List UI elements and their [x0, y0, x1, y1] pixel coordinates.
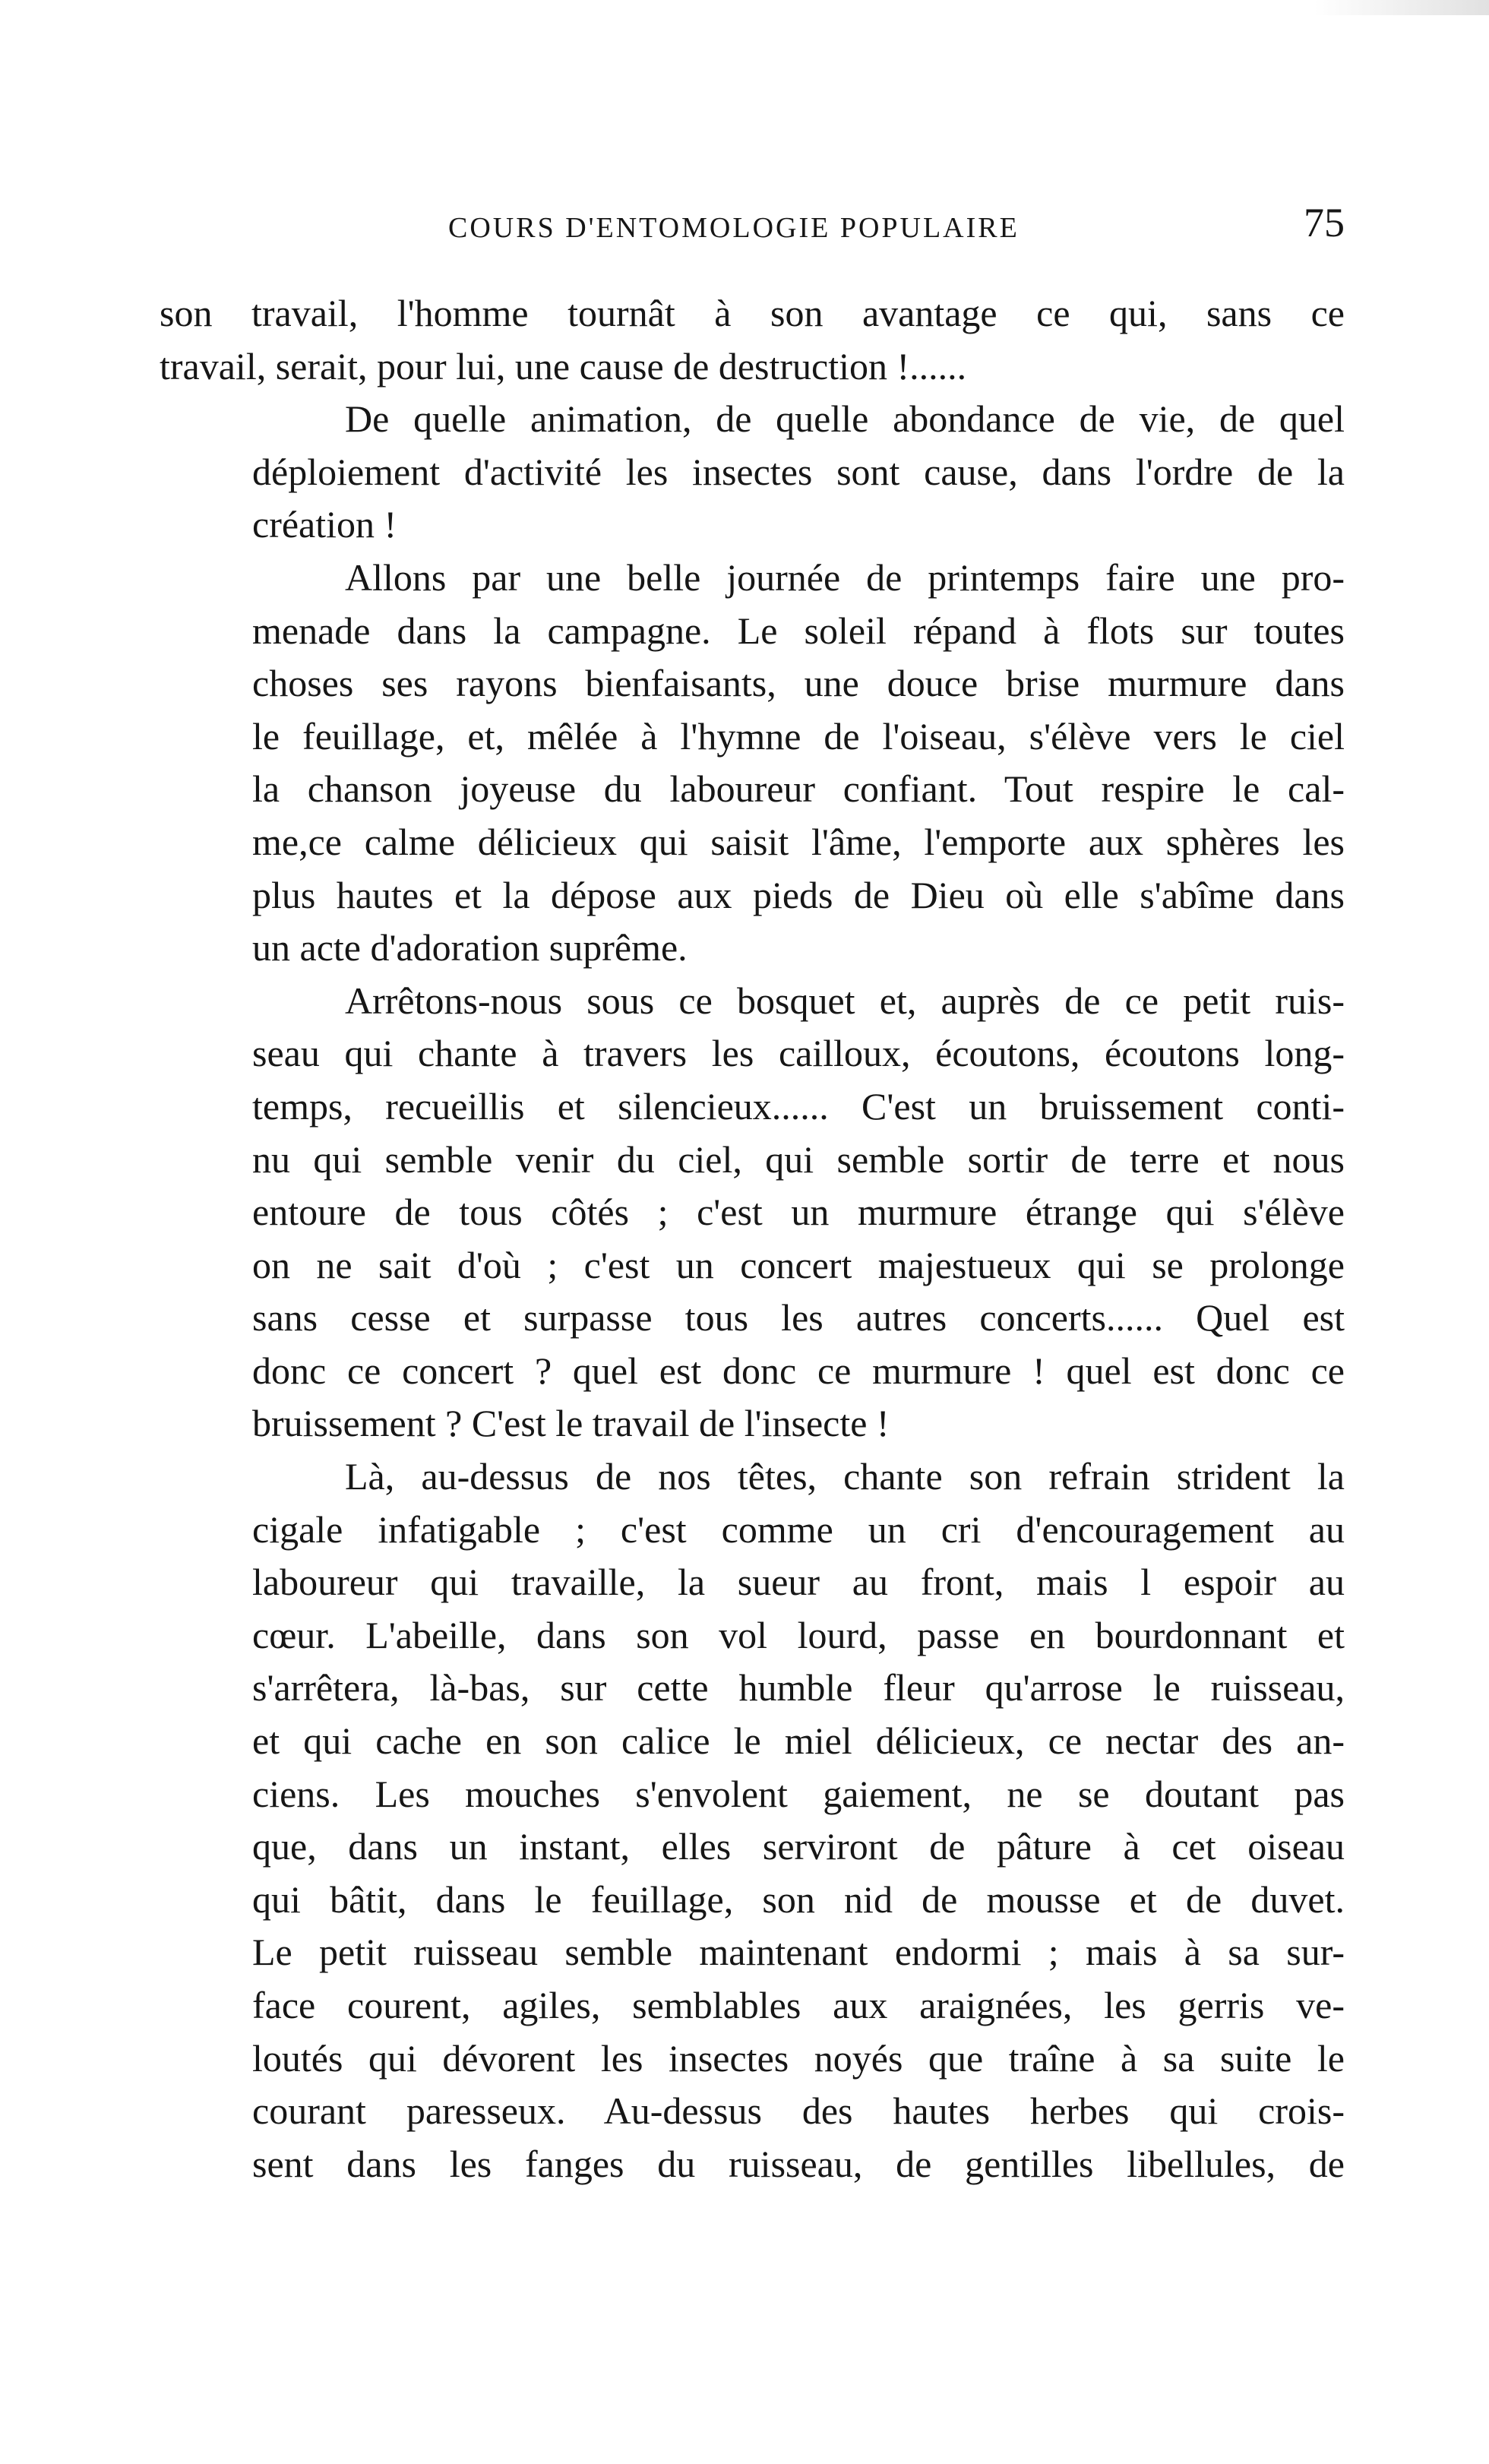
text-line: temps, recueillis et silencieux...... C'est un bruissement conti-: [252, 1084, 1345, 1128]
text-line: De quelle animation, de quelle abondance de vie, de quel: [345, 397, 1345, 441]
text-line: on ne sait d'où ; c'est un concert majestueux qui se prolonge: [252, 1243, 1345, 1286]
text-line: un acte d'adoration suprême.: [252, 926, 688, 969]
text-line: création !: [252, 503, 397, 546]
text-line: loutés qui dévorent les insectes noyés que traîne à sa suite le: [252, 2036, 1345, 2080]
text-line: cigale infatigable ; c'est comme un cri d'encouragement au: [252, 1507, 1345, 1551]
paragraph: [160, 975, 1345, 1450]
text-line: sent dans les fanges du ruisseau, de gentilles libellules, de: [252, 2142, 1345, 2185]
text-line: déploiement d'activité les insectes sont cause, dans l'ordre de la: [252, 450, 1345, 493]
text-line: la chanson joyeuse du laboureur confiant. Tout respire le cal-: [252, 767, 1345, 811]
text-line: donc ce concert ? quel est donc ce murmure ! quel est donc ce: [252, 1349, 1345, 1392]
text-line: Arrêtons-nous sous ce bosquet et, auprès de ce petit ruis-: [345, 979, 1345, 1022]
text-line: nu qui semble venir du ciel, qui semble sortir de terre et nous: [252, 1137, 1345, 1181]
running-head: COURS D'ENTOMOLOGIE POPULAIRE: [448, 212, 1020, 244]
text-line: son travail, l'homme tournât à son avantage ce qui, sans ce: [160, 292, 1345, 334]
text-line: me,ce calme délicieux qui saisit l'âme, l'emporte aux sphères les: [252, 820, 1345, 863]
text-line: sans cesse et surpasse tous les autres concerts...... Quel est: [252, 1296, 1345, 1340]
text-line: Le petit ruisseau semble maintenant endormi ; mais à sa sur-: [252, 1931, 1345, 1974]
text-line: le feuillage, et, mêlée à l'hymne de l'oiseau, s'élève vers le ciel: [252, 714, 1345, 758]
page-number: 75: [1304, 200, 1345, 245]
text-line: Allons par une belle journée de printemps faire une pro-: [345, 555, 1345, 599]
page-header: [160, 199, 1345, 252]
paragraph: [160, 1450, 1345, 2190]
text-line: courant paresseux. Au-dessus des hautes herbes qui crois-: [252, 2089, 1345, 2133]
paragraph: [160, 393, 1345, 552]
text-line: choses ses rayons bienfaisants, une douce brise murmure dans: [252, 662, 1345, 705]
text-line: qui bâtit, dans le feuillage, son nid de mousse et de duvet.: [252, 1877, 1345, 1921]
text-line: cœur. L'abeille, dans son vol lourd, passe en bourdonnant et: [252, 1613, 1345, 1656]
paragraph: [160, 552, 1345, 975]
text-line: Là, au-dessus de nos têtes, chante son refrain strident la: [345, 1455, 1345, 1498]
text-line: et qui cache en son calice le miel délicieux, ce nectar des an-: [252, 1719, 1345, 1763]
text-line: que, dans un instant, elles serviront de pâture à cet oiseau: [252, 1825, 1345, 1868]
scan-edge-mark: [1314, 0, 1489, 15]
text-line: s'arrêtera, là-bas, sur cette humble fleur qu'arrose le ruisseau,: [252, 1666, 1345, 1710]
text-line: ciens. Les mouches s'envolent gaiement, ne se doutant pas: [252, 1772, 1345, 1815]
text-line: entoure de tous côtés ; c'est un murmure étrange qui s'élève: [252, 1191, 1345, 1234]
text-line: travail, serait, pour lui, une cause de destruction !......: [160, 344, 967, 387]
text-line: bruissement ? C'est le travail de l'insecte !: [252, 1402, 890, 1445]
text-line: face courent, agiles, semblables aux araignées, les gerris ve-: [252, 1984, 1345, 2026]
text-line: menade dans la campagne. Le soleil répand à flots sur toutes: [252, 609, 1345, 652]
text-line: seau qui chante à travers les cailloux, écoutons, écoutons long-: [252, 1032, 1345, 1075]
text-line: laboureur qui travaille, la sueur au front, mais l espoir au: [252, 1561, 1345, 1604]
body-text: [160, 287, 1345, 2190]
text-line: plus hautes et la dépose aux pieds de Dieu où elle s'abîme dans: [252, 873, 1345, 916]
paragraph: [160, 287, 1345, 393]
